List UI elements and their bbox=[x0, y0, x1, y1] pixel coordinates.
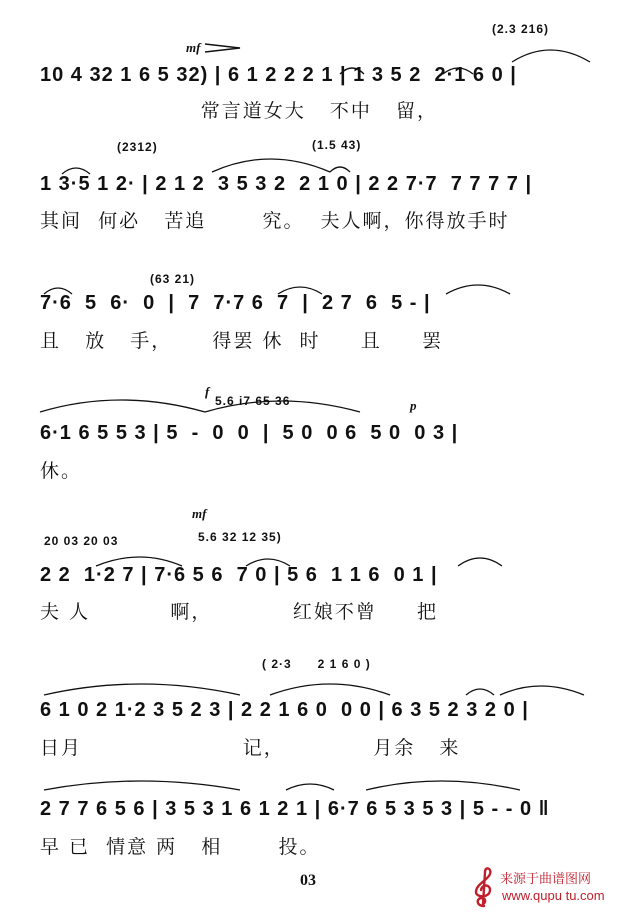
notation-line: 7·6 5 6· 0 | 7 7·7 6 7 | 2 7 6 5 - | bbox=[40, 292, 431, 314]
grace-notes: ( 2·3 2 1 6 0 ) bbox=[262, 657, 371, 671]
grace-notes: (2312) bbox=[117, 140, 158, 154]
system-3 bbox=[0, 262, 623, 362]
lyric-line: 且 放 手， 得罢 休 时 且 罢 bbox=[40, 330, 443, 352]
system-6 bbox=[0, 655, 623, 765]
dynamic-mark-mf: mf bbox=[192, 506, 207, 521]
grace-notes: 5.6 i7 65 36 bbox=[215, 394, 291, 408]
notation-upper-line: 20 03 20 03 bbox=[44, 534, 119, 548]
notation-line: 10 4 32 1 6 5 32) | 6 1 2 2 2 1 | 1 3 5 2 2·1 6 0 | bbox=[40, 64, 517, 86]
grace-notes: (1.5 43) bbox=[312, 138, 362, 152]
system-2 bbox=[0, 128, 623, 238]
notation-line: 6·1 6 5 5 3 | 5 - 0 0 | 5 0 0 6 5 0 0 3 | bbox=[40, 422, 459, 444]
dynamic-mark-p: p bbox=[410, 398, 417, 413]
lyric-line: 早 已 情意 两 相 投。 bbox=[40, 836, 321, 858]
lyric-line: 日月 记， 月余 来 bbox=[40, 737, 461, 759]
dynamic-mark-mf: mf bbox=[186, 40, 201, 55]
lyric-line: 休。 bbox=[40, 460, 83, 482]
dynamic-mark-f: f bbox=[205, 384, 210, 399]
treble-clef-logo-icon bbox=[470, 866, 496, 908]
notation-line: 1 3·5 1 2· | 2 1 2 3 5 3 2 2 1 0 | 2 2 7·7 7 7 7 7 | bbox=[40, 173, 533, 195]
page-number: 03 bbox=[300, 872, 316, 889]
system-4 bbox=[0, 380, 623, 490]
grace-notes: (2.3 216) bbox=[492, 22, 550, 36]
system-1 bbox=[0, 0, 623, 125]
lyric-line: 其间 何必 苦追 究。 夫人啊，你得放手时 bbox=[40, 210, 510, 232]
grace-notes: (63 21) bbox=[150, 272, 196, 286]
notation-line: 2 2 1·2 7 | 7·6 5 6 7 0 | 5 6 1 1 6 0 1 | bbox=[40, 564, 438, 586]
system-5 bbox=[0, 500, 623, 625]
watermark-title: 来源于曲谱图网 bbox=[500, 872, 592, 887]
lyric-line: 常言道女大 不中 留， bbox=[40, 100, 439, 122]
lyric-line: 夫 人 啊， 红娘不曾 把 bbox=[40, 601, 439, 623]
watermark bbox=[470, 862, 620, 912]
system-7 bbox=[0, 770, 623, 860]
notation-line: 6 1 0 2 1·2 3 5 2 3 | 2 2 1 6 0 0 0 | 6 3 5 2 3 2 0 | bbox=[40, 699, 529, 721]
notation-line: 2 7 7 6 5 6 | 3 5 3 1 6 1 2 1 | 6·7 6 5 3 5 3 | 5 - - 0 ‖ bbox=[40, 798, 550, 820]
grace-notes: 5.6 32 12 35) bbox=[198, 530, 282, 544]
watermark-url: www.qupu tu.com bbox=[502, 888, 605, 903]
